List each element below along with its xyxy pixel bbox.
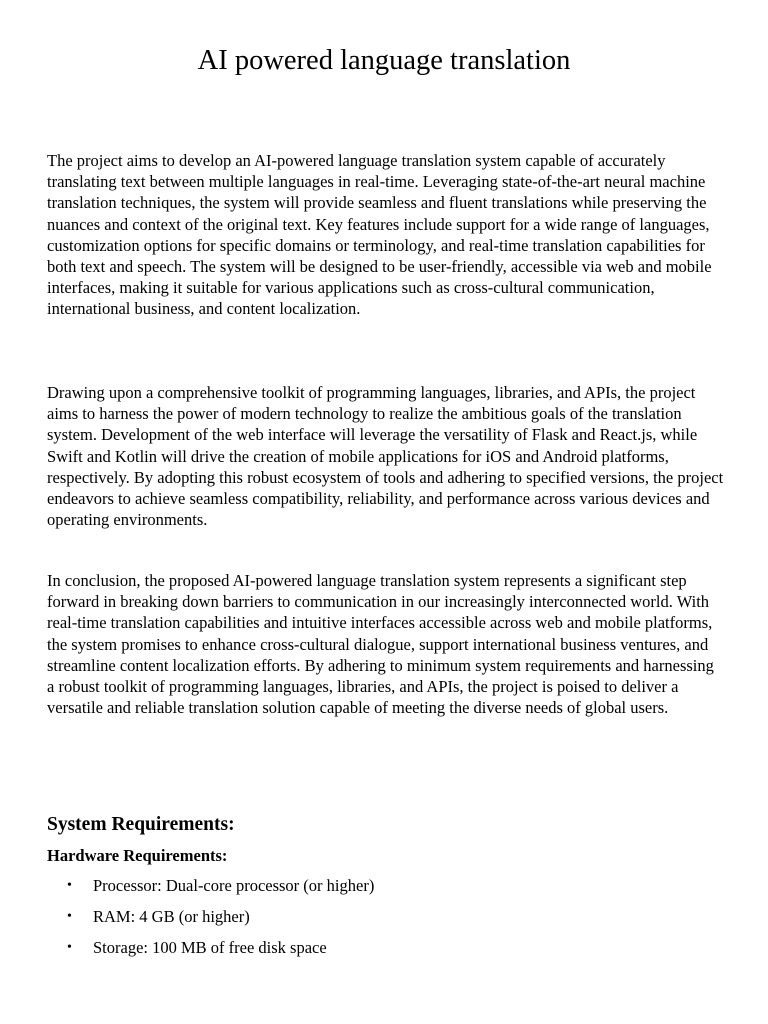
- hardware-requirements-list: [47, 875, 725, 968]
- document-title: AI powered language translation: [197, 45, 571, 76]
- list-item: [47, 937, 725, 968]
- system-requirements-heading: System Requirements:: [47, 814, 235, 835]
- conclusion-paragraph: In conclusion, the proposed AI-powered language translation system represents a significant step forward in breaking down barriers to communication in our increasingly interconnected world. With real-time translation capabilities and intuitive interfaces accessible across web and mobile platforms, the system promises to enhance cross-cultural dialogue, support international business ventures, and streamline content localization efforts. By adhering to minimum system requirements and harnessing a robust toolkit of programming languages, libraries, and APIs, the project is poised to deliver a versatile and reliable translation solution capable of meeting the diverse needs of global users.: [47, 571, 714, 718]
- bullet-icon: •: [67, 909, 72, 924]
- list-item: [47, 875, 725, 906]
- bullet-icon: •: [67, 878, 72, 893]
- intro-paragraph: The project aims to develop an AI-powered language translation system capable of accurately translating text between multiple languages in real-time. Leveraging state-of-the-art neural machine translation techniques, the system will provide seamless and fluent translations while preserving the nuances and context of the original text. Key features include support for a wide range of languages, customization options for specific domains or terminology, and real-time translation capabilities for both text and speech. The system will be designed to be user-friendly, accessible via web and mobile interfaces, making it suitable for various applications such as cross-cultural communication, international business, and content localization.: [47, 151, 712, 319]
- bullet-icon: •: [67, 940, 72, 955]
- requirement-storage: Storage: 100 MB of free disk space: [93, 938, 327, 957]
- toolkit-paragraph: Drawing upon a comprehensive toolkit of programming languages, libraries, and APIs, the project aims to harness the power of modern technology to realize the ambitious goals of the translation system. Development of the web interface will leverage the versatility of Flask and React.js, while Swift and Kotlin will drive the creation of mobile applications for iOS and Android platforms, respectively. By adopting this robust ecosystem of tools and adhering to specified versions, the project endeavors to achieve seamless compatibility, reliability, and performance across various devices and operating environments.: [47, 383, 724, 530]
- requirement-ram: RAM: 4 GB (or higher): [93, 907, 250, 926]
- requirement-processor: Processor: Dual-core processor (or higher): [93, 876, 375, 895]
- hardware-requirements-heading: Hardware Requirements:: [47, 846, 228, 865]
- list-item: [47, 906, 725, 937]
